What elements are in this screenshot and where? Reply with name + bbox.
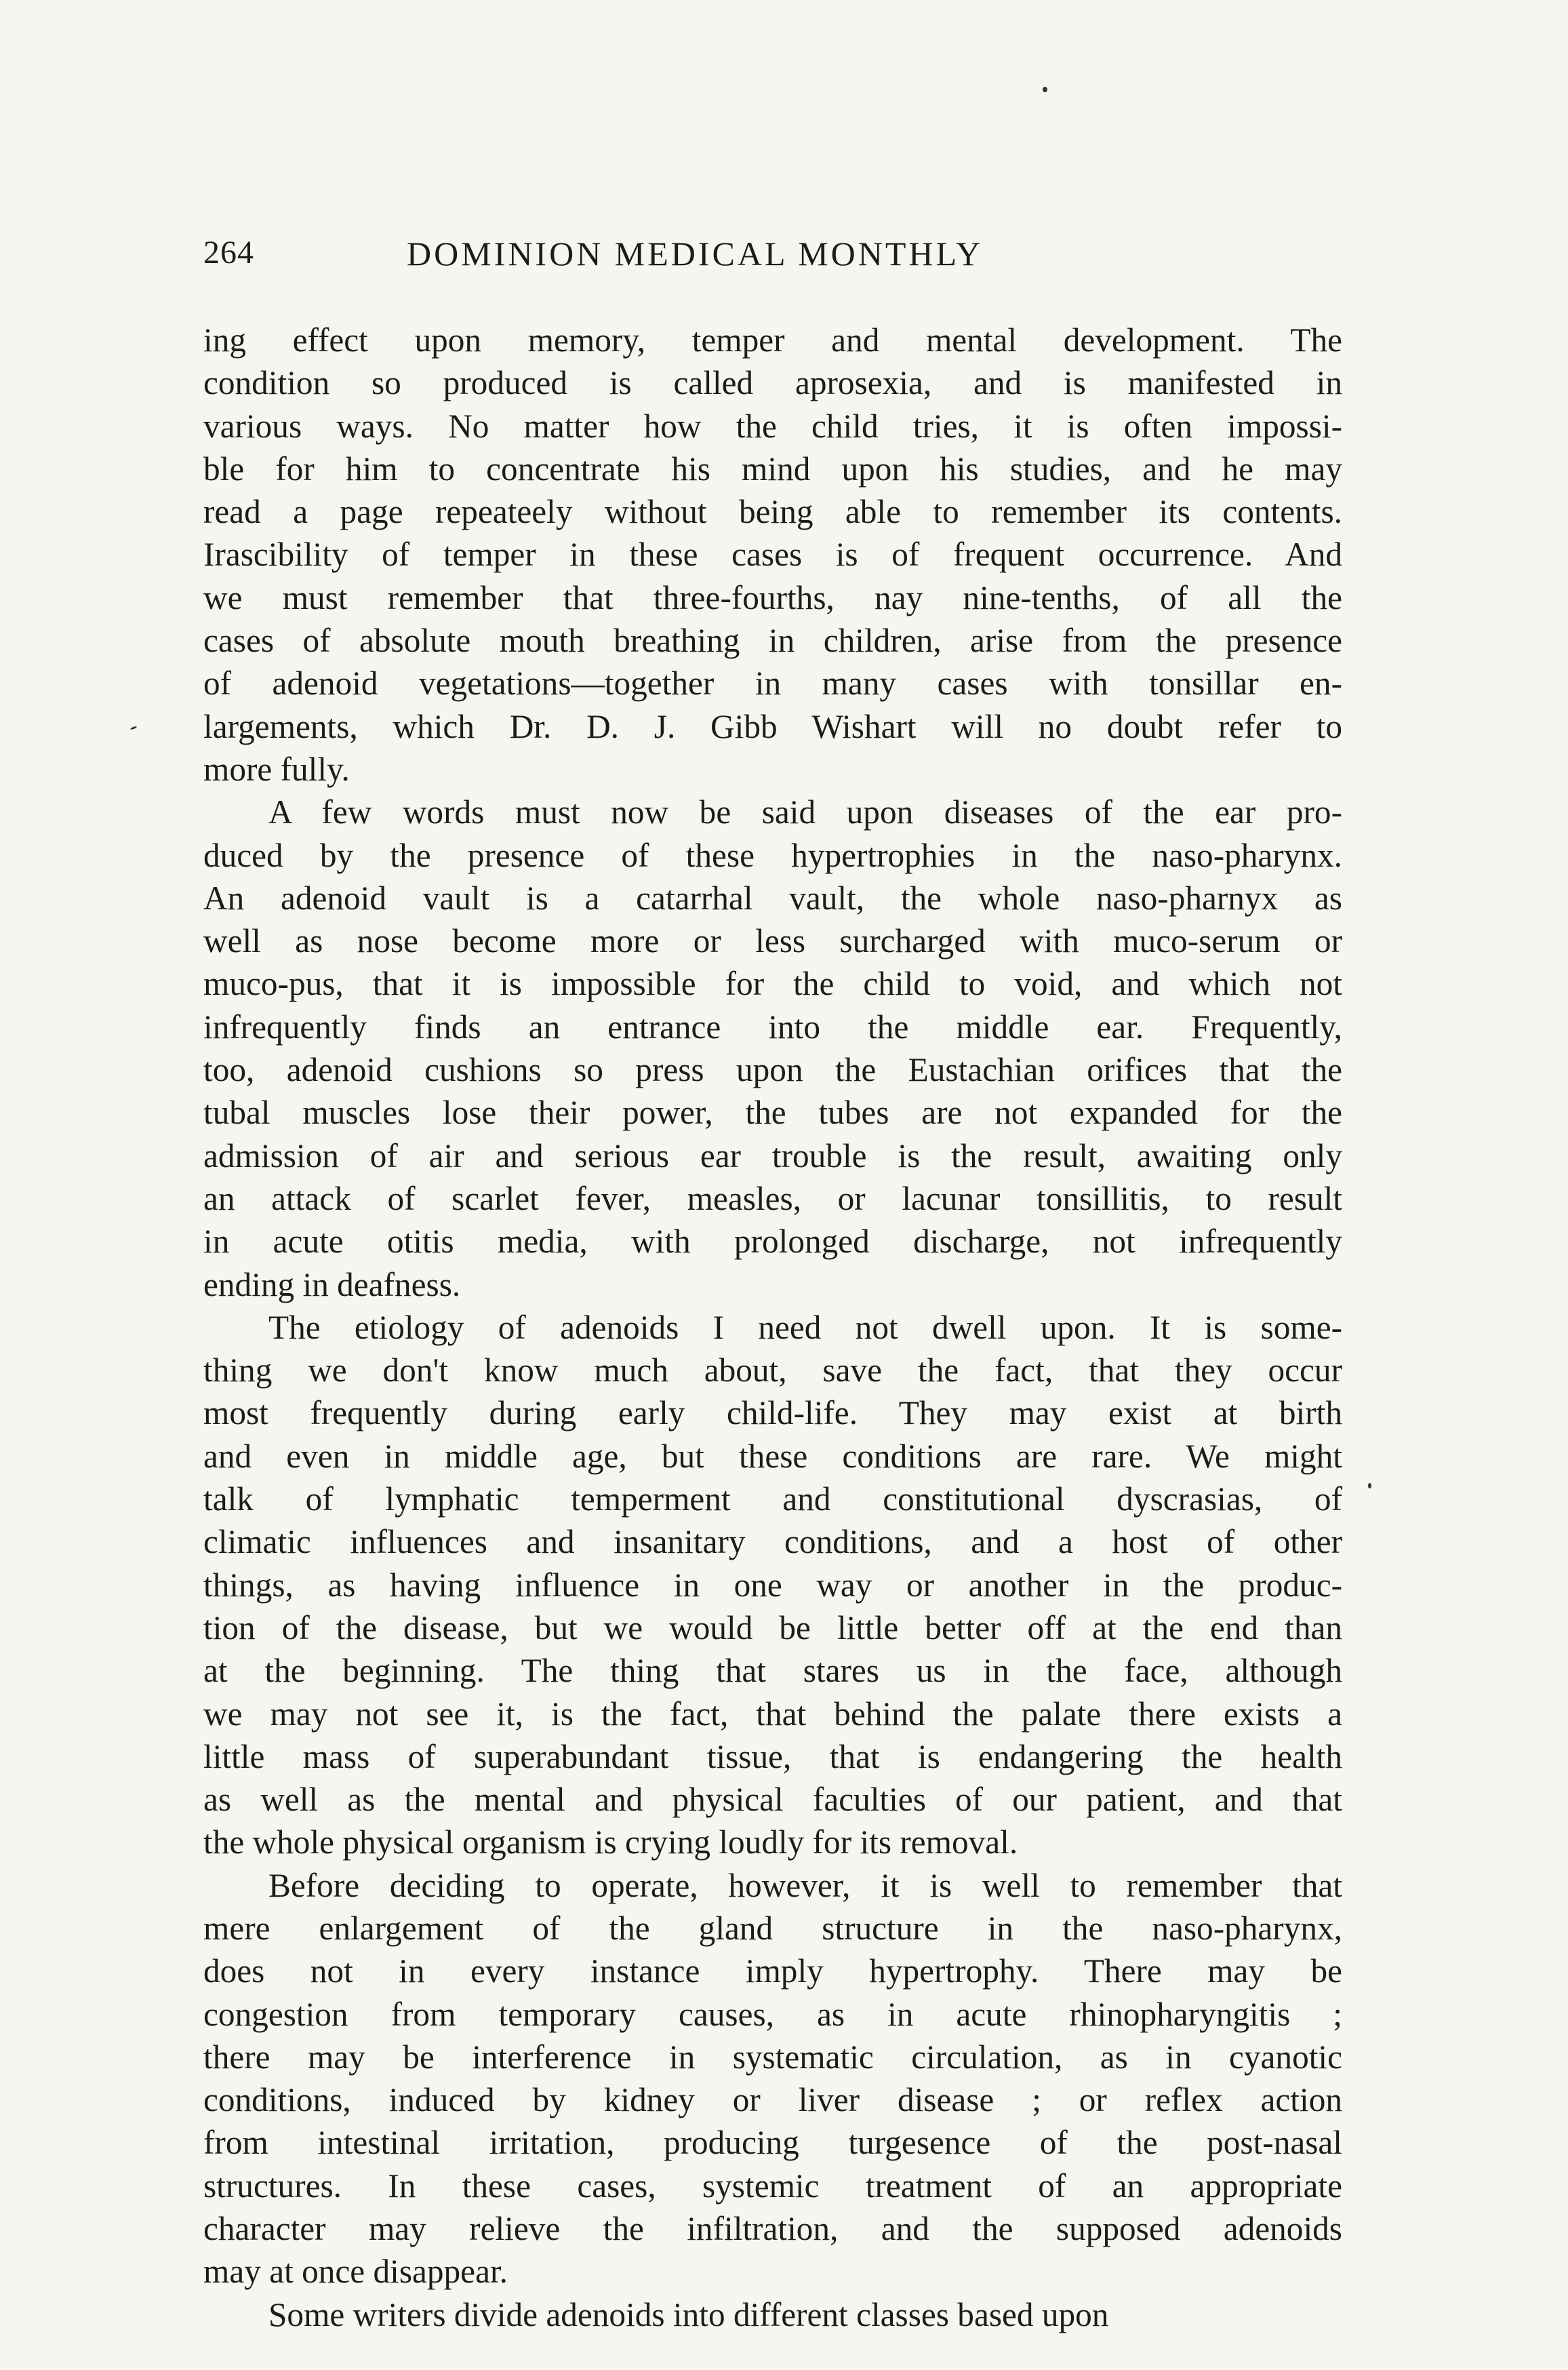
paragraph	[203, 319, 1342, 791]
print-speck	[1368, 1483, 1371, 1488]
text-line: ing effect upon memory, temper and mental development. The	[203, 321, 1342, 359]
paragraph	[203, 1306, 1342, 1864]
text-line: Irascibility of temper in these cases is of frequent occurrence. And	[203, 536, 1342, 574]
text-line: structures. In these cases, systemic treatment of an appropriate	[203, 2167, 1342, 2205]
running-head	[203, 234, 1342, 288]
text-line: muco-pus, that it is impossible for the child to void, and which not	[203, 965, 1342, 1003]
text-line: Some writers divide adenoids into different classes based upon	[268, 2295, 1109, 2333]
text-line: tion of the disease, but we would be little better off at the end than	[203, 1608, 1342, 1646]
text-line: little mass of superabundant tissue, that is endangering the health	[203, 1737, 1342, 1775]
text-line: things, as having influence in one way or another in the produc-	[203, 1566, 1342, 1604]
print-speck	[1043, 87, 1047, 92]
text-line: talk of lymphatic temperment and constitutional dyscrasias, of	[203, 1480, 1342, 1518]
text-line: more fully.	[203, 750, 350, 788]
text-line: we may not see it, is the fact, that behind the palate there exists a	[203, 1695, 1342, 1733]
text-line: climatic influences and insanitary conditions, and a host of other	[203, 1523, 1342, 1561]
text-line: in acute otitis media, with prolonged discharge, not infrequently	[203, 1223, 1342, 1261]
text-line: Before deciding to operate, however, it is well to remember that	[268, 1866, 1342, 1904]
text-line: we must remember that three-fourths, nay nine-tenths, of all the	[203, 578, 1342, 616]
page-number: 264	[203, 235, 254, 271]
text-line: congestion from temporary causes, as in acute rhinopharyngitis ;	[203, 1995, 1342, 2033]
text-line: there may be interference in systematic circulation, as in cyanotic	[203, 2038, 1342, 2076]
text-line: admission of air and serious ear trouble is the result, awaiting only	[203, 1137, 1342, 1174]
text-line: of adenoid vegetations—together in many cases with tonsillar en-	[203, 665, 1342, 703]
text-line: A few words must now be said upon diseases of the ear pro-	[268, 793, 1342, 831]
text-line: various ways. No matter how the child tries, it is often impossi-	[203, 407, 1342, 445]
text-line: duced by the presence of these hypertrophies in the naso-pharynx.	[203, 836, 1342, 874]
print-speck	[130, 726, 137, 730]
text-line: cases of absolute mouth breathing in children, arise from the presence	[203, 622, 1342, 660]
text-line: an attack of scarlet fever, measles, or lacunar tonsillitis, to result	[203, 1179, 1342, 1217]
text-line: condition so produced is called aprosexia, and is manifested in	[203, 364, 1342, 402]
journal-title: DOMINION MEDICAL MONTHLY	[407, 235, 984, 273]
text-line: The etiology of adenoids I need not dwell upon. It is some-	[268, 1308, 1342, 1346]
paragraph	[203, 791, 1342, 1306]
text-line: character may relieve the infiltration, and the supposed adenoids	[203, 2210, 1342, 2248]
text-line: the whole physical organism is crying loudly for its removal.	[203, 1823, 1018, 1861]
text-line: too, adenoid cushions so press upon the Eustachian orifices that the	[203, 1051, 1342, 1089]
text-line: ending in deafness.	[203, 1265, 461, 1303]
text-line: largements, which Dr. D. J. Gibb Wishart will no doubt refer to	[203, 707, 1342, 745]
text-line: at the beginning. The thing that stares us in the face, although	[203, 1652, 1342, 1690]
text-line: does not in every instance imply hypertrophy. There may be	[203, 1952, 1342, 1990]
text-line: mere enlargement of the gland structure in the naso-pharynx,	[203, 1909, 1342, 1947]
text-line: as well as the mental and physical faculties of our patient, and that	[203, 1781, 1342, 1819]
text-line: ble for him to concentrate his mind upon his studies, and he may	[203, 450, 1342, 488]
text-line: infrequently finds an entrance into the middle ear. Frequently,	[203, 1008, 1342, 1046]
text-line: and even in middle age, but these conditions are rare. We might	[203, 1437, 1342, 1475]
text-line: may at once disappear.	[203, 2253, 508, 2291]
paragraph	[203, 2293, 1342, 2336]
text-line: An adenoid vault is a catarrhal vault, the whole naso-pharnyx as	[203, 879, 1342, 917]
text-line: from intestinal irritation, producing turgesence of the post-nasal	[203, 2124, 1342, 2162]
article-body	[203, 319, 1342, 2336]
text-line: well as nose become more or less surcharged with muco-serum or	[203, 922, 1342, 960]
text-line: thing we don't know much about, save the fact, that they occur	[203, 1351, 1342, 1389]
text-line: read a page repeateely without being able to remember its contents.	[203, 493, 1342, 531]
text-line: tubal muscles lose their power, the tubes are not expanded for the	[203, 1094, 1342, 1132]
paragraph	[203, 1864, 1342, 2293]
text-line: conditions, induced by kidney or liver disease ; or reflex action	[203, 2081, 1342, 2119]
text-line: most frequently during early child-life. They may exist at birth	[203, 1394, 1342, 1432]
